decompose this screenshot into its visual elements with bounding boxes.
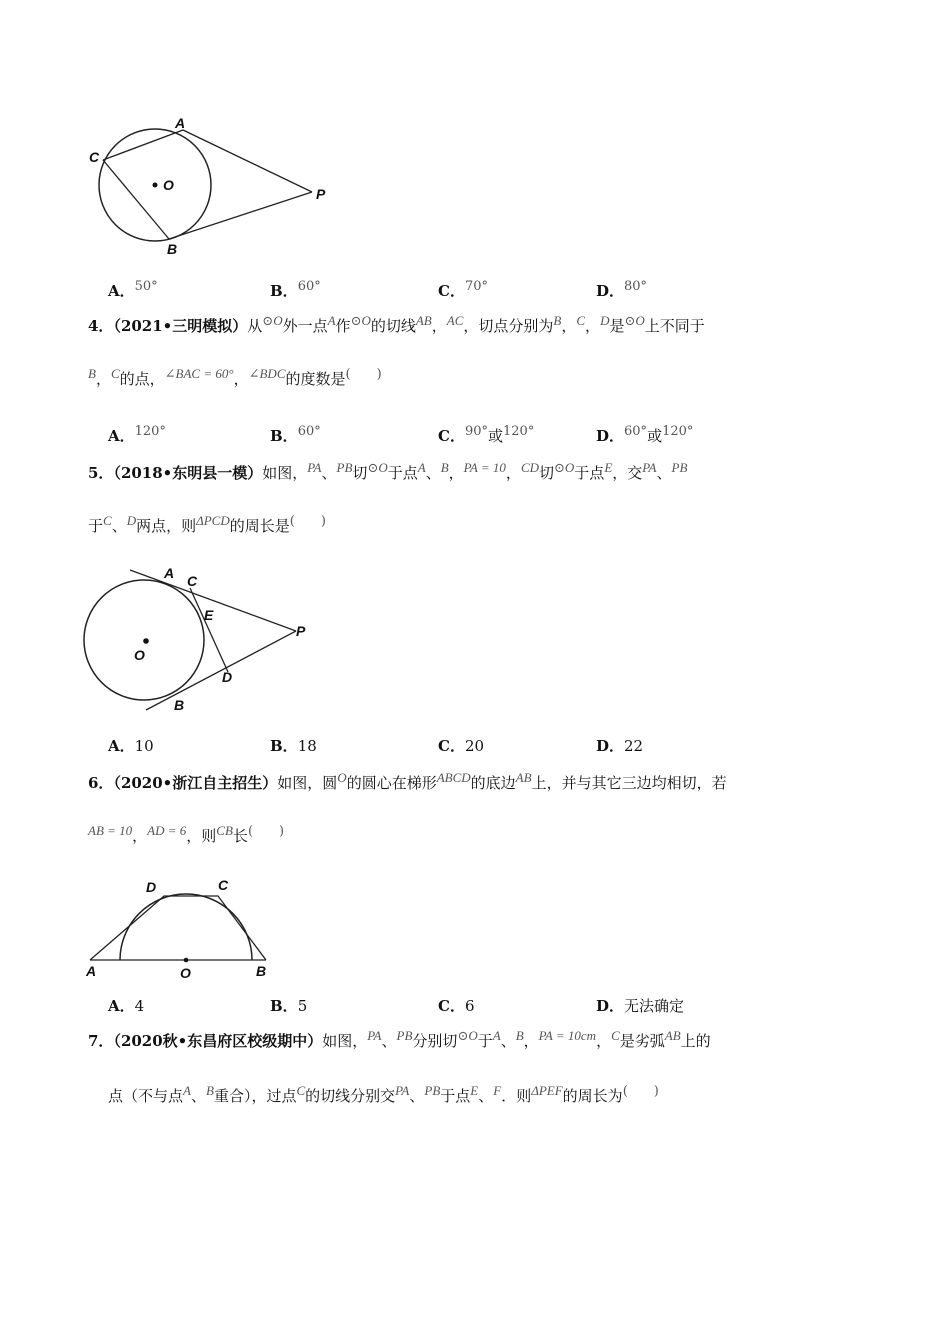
- q6-stem-line1: [88, 772, 727, 795]
- q5-number: 5．: [88, 464, 114, 482]
- q4-stem-line2: [88, 368, 382, 392]
- option-value: 10: [134, 737, 154, 755]
- option-letter: C．: [438, 737, 465, 755]
- math: F: [493, 1083, 502, 1098]
- option-letter: B．: [270, 997, 298, 1015]
- q5-option-d[interactable]: [596, 735, 643, 757]
- math: C: [611, 1028, 620, 1043]
- option-value: 无法确定: [624, 997, 685, 1015]
- math: A: [417, 460, 426, 475]
- math: CB: [216, 823, 233, 838]
- q5-stem-line1: [88, 462, 687, 485]
- math: C: [110, 366, 120, 381]
- math: E: [604, 460, 613, 475]
- option-letter: D．: [596, 282, 625, 300]
- text: 是劣弧: [619, 1032, 665, 1050]
- q3-chord-cb: [103, 160, 169, 239]
- text: 的切线: [370, 317, 416, 335]
- math: C: [103, 513, 112, 528]
- math: PA: [367, 1028, 382, 1043]
- text: 如图，: [322, 1032, 368, 1050]
- q3-center-dot: [153, 183, 158, 188]
- option-value: 5: [297, 997, 308, 1015]
- q5-center-dot: [143, 638, 149, 644]
- text: 、: [478, 1087, 494, 1105]
- text: 于点: [440, 1087, 471, 1105]
- text: 、: [381, 1032, 397, 1050]
- q3-label-o: O: [163, 177, 174, 193]
- math: ΔPEF: [531, 1083, 563, 1098]
- math: AC: [446, 313, 464, 328]
- text: 于: [88, 517, 104, 535]
- option-letter: B．: [270, 737, 298, 755]
- q5-label-d: D: [222, 669, 233, 685]
- text: ，: [505, 464, 521, 482]
- q3-option-c[interactable]: [438, 280, 488, 304]
- text: ，: [561, 317, 577, 335]
- text: 、: [409, 1087, 425, 1105]
- q4-number: 4．: [88, 317, 114, 335]
- math: PA = 10cm: [538, 1028, 597, 1043]
- q3-label-c: C: [89, 149, 100, 165]
- q3-option-d[interactable]: [596, 280, 647, 304]
- text: 两点，则: [136, 517, 197, 535]
- math: A: [327, 313, 336, 328]
- q5-option-b[interactable]: [270, 735, 317, 757]
- option-or: 或: [488, 427, 504, 445]
- q5-label-c: C: [187, 573, 198, 589]
- text: 从: [247, 317, 263, 335]
- q4-option-a[interactable]: [108, 425, 166, 449]
- q7-stem-line2: [108, 1085, 659, 1109]
- text: 、: [111, 517, 127, 535]
- q6-option-a[interactable]: [108, 995, 144, 1017]
- q3-figure: [85, 110, 345, 260]
- math: PB: [671, 460, 688, 475]
- math: PA = 10: [463, 460, 506, 475]
- q5-label-b: B: [174, 697, 185, 713]
- q3-tangent-pa: [183, 130, 312, 192]
- q5-label-e: E: [204, 607, 214, 623]
- text: ，: [448, 464, 464, 482]
- text: 切: [352, 464, 368, 482]
- math: PA: [395, 1083, 410, 1098]
- q6-label-o: O: [180, 965, 191, 981]
- q3-tangent-pb: [169, 192, 312, 239]
- text: 、: [656, 464, 672, 482]
- text: 的周长为: [562, 1087, 623, 1105]
- math: AD = 6: [147, 823, 187, 838]
- q3-label-b: B: [167, 241, 178, 257]
- math: AB: [515, 770, 532, 785]
- option-letter: D．: [596, 737, 625, 755]
- option-value: 20: [464, 737, 485, 755]
- math: C: [296, 1083, 306, 1098]
- text: 、: [425, 464, 441, 482]
- q6-option-b[interactable]: [270, 995, 307, 1017]
- math: ⊙O: [624, 313, 645, 328]
- option-value: 60°: [297, 279, 321, 294]
- q4-option-b[interactable]: [270, 425, 321, 449]
- math: D: [600, 313, 610, 328]
- q3-option-b[interactable]: [270, 280, 321, 304]
- option-value: 120°: [503, 424, 535, 439]
- math: AB: [415, 313, 432, 328]
- math: E: [470, 1083, 479, 1098]
- q6-label-b: B: [256, 963, 267, 979]
- q5-figure: [80, 560, 320, 720]
- text: 上的: [680, 1032, 711, 1050]
- option-value: 18: [297, 737, 317, 755]
- text: ，: [95, 370, 111, 388]
- q3-option-a[interactable]: [108, 280, 158, 304]
- text: 的点，: [119, 370, 165, 388]
- math: ∠BAC = 60°: [164, 366, 234, 381]
- text: 上不同于: [644, 317, 705, 335]
- math: B: [440, 460, 449, 475]
- option-value: 120°: [134, 424, 166, 439]
- q6-figure: [82, 872, 282, 984]
- math: AB = 10: [88, 823, 133, 838]
- option-value: 90°: [464, 424, 488, 439]
- math: PA: [642, 460, 657, 475]
- text: 于点: [387, 464, 418, 482]
- math: ∠BDC: [248, 366, 286, 381]
- text: 、: [321, 464, 337, 482]
- text: ，: [431, 317, 447, 335]
- q6-label-a: A: [86, 963, 97, 979]
- option-or: 或: [647, 427, 663, 445]
- q7-stem-line1: [88, 1030, 711, 1053]
- q5-label-p: P: [296, 623, 306, 639]
- q7-number: 7．: [88, 1032, 114, 1050]
- math: PB: [424, 1083, 441, 1098]
- math: ΔPCD: [196, 513, 230, 528]
- text: ，: [596, 1032, 612, 1050]
- q6-trapezoid: [90, 896, 266, 960]
- q6-source: （2020•浙江自主招生）: [113, 774, 278, 792]
- text: 外一点: [282, 317, 328, 335]
- q5-label-o: O: [134, 647, 145, 663]
- math: B: [515, 1028, 524, 1043]
- text: ．则: [501, 1087, 532, 1105]
- math: O: [337, 770, 347, 785]
- q3-label-p: P: [316, 186, 326, 202]
- q6-option-c[interactable]: [438, 995, 475, 1017]
- math: C: [576, 313, 586, 328]
- math: ⊙O: [457, 1028, 478, 1043]
- q6-option-d[interactable]: [596, 995, 684, 1017]
- text: 如图，圆: [277, 774, 338, 792]
- answer-blank: ( ): [289, 514, 326, 529]
- math: ⊙O: [262, 313, 283, 328]
- option-value: 80°: [624, 279, 648, 294]
- text: ，: [585, 317, 601, 335]
- text: 重合），过点: [213, 1087, 297, 1105]
- math: AB: [664, 1028, 681, 1043]
- q4-source: （2021•三明模拟）: [113, 317, 248, 335]
- text: 于点: [574, 464, 605, 482]
- text: ，则: [186, 827, 217, 845]
- text: ，: [523, 1032, 539, 1050]
- math: ⊙O: [367, 460, 388, 475]
- answer-blank: ( ): [622, 1084, 659, 1099]
- q4-option-c[interactable]: [438, 425, 534, 449]
- answer-blank: ( ): [345, 367, 382, 382]
- text: ，: [132, 827, 148, 845]
- math: B: [88, 366, 96, 381]
- q4-stem-line1: [88, 315, 705, 338]
- q5-tangent-pb: [146, 631, 296, 710]
- option-letter: B．: [270, 282, 298, 300]
- option-letter: A．: [108, 282, 135, 300]
- q6-stem-line2: [88, 825, 284, 849]
- q6-label-d: D: [146, 879, 157, 895]
- q5-source: （2018•东明县一模）: [113, 464, 263, 482]
- option-value: 4: [134, 997, 145, 1015]
- option-letter: A．: [108, 737, 135, 755]
- text: 、: [190, 1087, 206, 1105]
- math: A: [492, 1028, 501, 1043]
- text: 长: [232, 827, 248, 845]
- q6-label-c: C: [218, 877, 229, 893]
- math: ⊙O: [554, 460, 575, 475]
- option-letter: A．: [108, 997, 135, 1015]
- q5-option-c[interactable]: [438, 735, 484, 757]
- math: CD: [520, 460, 539, 475]
- text: 的圆心在梯形: [346, 774, 437, 792]
- option-letter: A．: [108, 427, 135, 445]
- text: 如图，: [262, 464, 308, 482]
- option-letter: C．: [438, 997, 465, 1015]
- q7-source: （2020秋•东昌府区校级期中）: [113, 1032, 323, 1050]
- option-letter: C．: [438, 282, 465, 300]
- math: D: [126, 513, 137, 528]
- text: 分别切: [412, 1032, 458, 1050]
- option-letter: D．: [596, 997, 625, 1015]
- math: PA: [307, 460, 322, 475]
- option-value: 22: [624, 737, 644, 755]
- math: ⊙O: [350, 313, 371, 328]
- text: 作: [335, 317, 351, 335]
- option-value: 60°: [297, 424, 321, 439]
- text: 的底边: [470, 774, 516, 792]
- math: PB: [396, 1028, 413, 1043]
- option-value: 70°: [464, 279, 488, 294]
- text: ，交: [612, 464, 643, 482]
- q6-center-dot: [184, 958, 189, 963]
- option-value: 6: [464, 997, 475, 1015]
- q5-tangent-cd: [190, 588, 228, 672]
- text: 的度数是: [285, 370, 346, 388]
- q6-number: 6．: [88, 774, 114, 792]
- text: 于: [477, 1032, 493, 1050]
- math: A: [183, 1083, 191, 1098]
- q6-semicircle: [120, 894, 252, 960]
- q3-label-a: A: [175, 115, 186, 131]
- text: 切: [539, 464, 555, 482]
- q5-label-a: A: [164, 565, 175, 581]
- option-value: 50°: [134, 279, 158, 294]
- q5-stem-line2: [88, 515, 326, 539]
- math: ABCD: [436, 770, 471, 785]
- option-letter: D．: [596, 427, 625, 445]
- text: 点（不与点: [108, 1087, 184, 1105]
- answer-blank: ( ): [247, 824, 285, 839]
- text: 是: [609, 317, 625, 335]
- math: PB: [336, 460, 353, 475]
- q5-option-a[interactable]: [108, 735, 154, 757]
- text: 、: [500, 1032, 516, 1050]
- option-letter: C．: [438, 427, 465, 445]
- text: ，切点分别为: [463, 317, 554, 335]
- math: B: [205, 1083, 214, 1098]
- text: 的切线分别交: [305, 1087, 396, 1105]
- q4-option-d[interactable]: [596, 425, 693, 449]
- text: 上，并与其它三边均相切，若: [531, 774, 727, 792]
- option-value: 120°: [662, 424, 694, 439]
- option-letter: B．: [270, 427, 298, 445]
- text: 的周长是: [229, 517, 290, 535]
- text: ，: [233, 370, 249, 388]
- math: B: [553, 313, 562, 328]
- option-value: 60°: [624, 424, 648, 439]
